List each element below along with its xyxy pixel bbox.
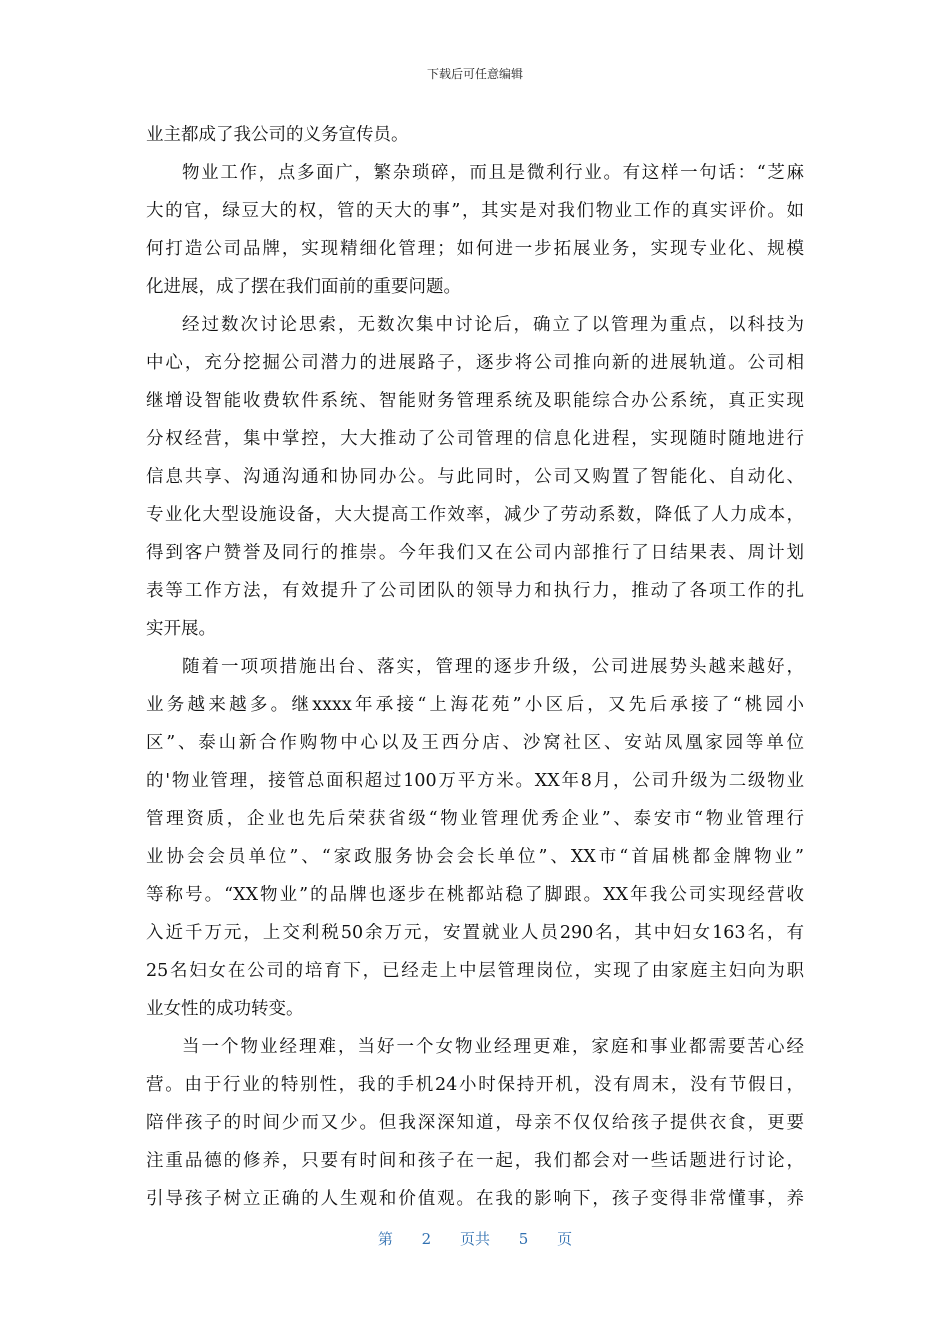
text-line: 信息共享、沟通沟通和协同办公。与此同时，公司又购置了智能化、自动化、 [146, 467, 804, 487]
text-line: 的'物业管理，接管总面积超过100万平方米。XX年8月，公司升级为二级物业 [146, 771, 804, 791]
text-line: 继增设智能收费软件系统、智能财务管理系统及职能综合办公系统，真正实现 [146, 391, 804, 411]
text-line: 化进展，成了摆在我们面前的重要问题。 [146, 277, 461, 297]
text-line: 得到客户赞誉及同行的推崇。今年我们又在公司内部推行了日结果表、周计划 [146, 543, 804, 563]
text-line: 专业化大型设施设备，大大提高工作效率，减少了劳动系数，降低了人力成本， [146, 505, 804, 525]
text-line: 随着一项项措施出台、落实，管理的逐步升级，公司进展势头越来越好， [182, 657, 804, 677]
text-line: 业女性的成功转变。 [146, 999, 304, 1019]
text-line: 表等工作方法，有效提升了公司团队的领导力和执行力，推动了各项工作的扎 [146, 581, 804, 601]
text-line: 业务越来越多。继xxxx年承接“上海花苑”小区后，又先后承接了“桃园小 [146, 695, 804, 715]
text-line: 分权经营，集中掌控，大大推动了公司管理的信息化进程，实现随时随地进行 [146, 429, 804, 449]
text-line: 业主都成了我公司的义务宣传员。 [146, 125, 409, 145]
document-body [146, 116, 804, 1218]
header-text: 下载后可任意编辑 [426, 67, 523, 81]
footer-middle: 页共 [459, 1230, 490, 1248]
current-page-number: 2 [421, 1230, 432, 1248]
text-line: 区”、泰山新合作购物中心以及王西分店、沙窝社区、安站凤凰家园等单位 [146, 733, 804, 753]
page-header [0, 66, 950, 82]
total-pages-number: 5 [518, 1230, 529, 1248]
text-line: 25名妇女在公司的培育下，已经走上中层管理岗位，实现了由家庭主妇向为职 [146, 961, 804, 981]
text-line: 营。由于行业的特别性，我的手机24小时保持开机，没有周末，没有节假日， [146, 1075, 804, 1095]
text-line: 经过数次讨论思索，无数次集中讨论后，确立了以管理为重点，以科技为 [182, 315, 804, 335]
footer-suffix: 页 [557, 1230, 573, 1248]
footer-prefix: 第 [377, 1230, 393, 1248]
text-line: 业协会会员单位”、“家政服务协会会长单位”、XX市“首届桃都金牌物业” [146, 847, 804, 867]
text-line: 中心，充分挖掘公司潜力的进展路子，逐步将公司推向新的进展轨道。公司相 [146, 353, 804, 373]
page-footer [0, 1229, 950, 1249]
text-line: 大的官，绿豆大的权，管的天大的事”，其实是对我们物业工作的真实评价。如 [146, 201, 804, 221]
text-line: 入近千万元，上交利税50余万元，安置就业人员290名，其中妇女163名，有 [146, 923, 804, 943]
text-line: 陪伴孩子的时间少而又少。但我深深知道，母亲不仅仅给孩子提供衣食，更要 [146, 1113, 804, 1133]
text-line: 物业工作，点多面广，繁杂琐碎，而且是微利行业。有这样一句话：“芝麻 [182, 163, 804, 183]
text-line: 实开展。 [146, 619, 216, 639]
text-line: 管理资质，企业也先后荣获省级“物业管理优秀企业”、泰安市“物业管理行 [146, 809, 804, 829]
text-line: 当一个物业经理难，当好一个女物业经理更难，家庭和事业都需要苦心经 [182, 1037, 804, 1057]
text-line: 何打造公司品牌，实现精细化管理；如何进一步拓展业务，实现专业化、规模 [146, 239, 804, 259]
text-line: 引导孩子树立正确的人生观和价值观。在我的影响下，孩子变得非常懂事，养 [146, 1189, 804, 1209]
text-line: 等称号。“XX物业”的品牌也逐步在桃都站稳了脚跟。XX年我公司实现经营收 [146, 885, 804, 905]
text-line: 注重品德的修养，只要有时间和孩子在一起，我们都会对一些话题进行讨论， [146, 1151, 804, 1171]
